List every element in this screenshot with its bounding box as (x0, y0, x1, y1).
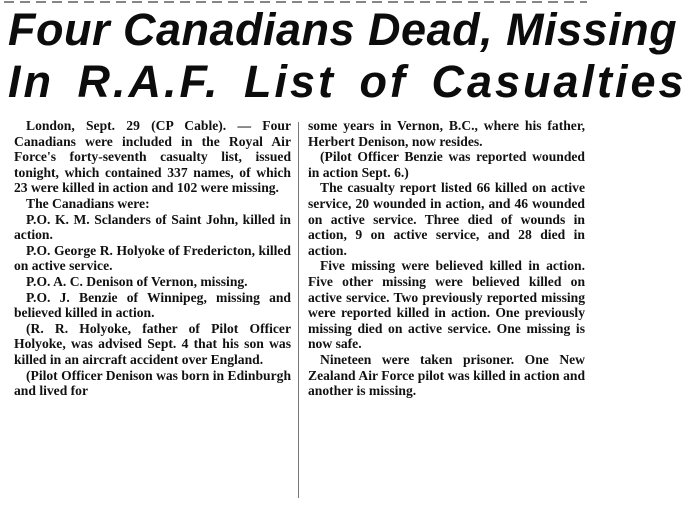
paragraph-text: Four Canadians were included in the Royal Air Force's forty-seventh casualty list, issued tonight, which contained 337 names, of which 23 were killed in action and 102 were missing. (14, 118, 291, 196)
article-column-left (14, 118, 291, 399)
article-paragraph (14, 118, 291, 196)
article-column-right (308, 118, 585, 399)
headline-line-1: Four Canadians Dead, Missing (8, 4, 678, 55)
article-paragraph: P.O. A. C. Denison of Vernon, missing. (26, 273, 248, 289)
article-paragraph: Five missing were believed killed in action. Five other missing were believed killed on active service. Two previously reported missing were reported killed in action. One previously missing died on active service. One missing is now safe. (308, 258, 585, 352)
article-paragraph: The Canadians were: (26, 195, 150, 211)
article-paragraph: (Pilot Officer Denison was born in Edinburgh and lived for (14, 367, 291, 399)
article-paragraph: (R. R. Holyoke, father of Pilot Officer Holyoke, was advised Sept. 4 that his son was killed in an aircraft accident over England. (14, 320, 291, 367)
article-paragraph: P.O. George R. Holyoke of Fredericton, killed on active service. (14, 242, 291, 274)
headline (8, 4, 687, 108)
article-paragraph: The casualty report listed 66 killed on active service, 20 wounded in action, and 46 wounded on active service. Three died of wounds in action, 9 on active service, and 28 died in action. (308, 180, 585, 258)
headline-line-2: In R.A.F. List of Casualties (8, 56, 687, 107)
column-divider (298, 122, 299, 498)
article-paragraph: P.O. J. Benzie of Winnipeg, missing and believed killed in action. (14, 289, 291, 321)
top-rule (4, 1, 587, 3)
dateline: London, Sept. 29 (CP Cable). — (26, 118, 252, 133)
article-paragraph: some years in Vernon, B.C., where his father, Herbert Denison, now resides. (308, 118, 585, 149)
article-paragraph: Nineteen were taken prisoner. One New Zealand Air Force pilot was killed in action and another is missing. (308, 351, 585, 399)
article-paragraph: P.O. K. M. Sclanders of Saint John, killed in action. (14, 211, 291, 243)
article-paragraph: (Pilot Officer Benzie was reported wounded in action Sept. 6.) (308, 149, 585, 180)
